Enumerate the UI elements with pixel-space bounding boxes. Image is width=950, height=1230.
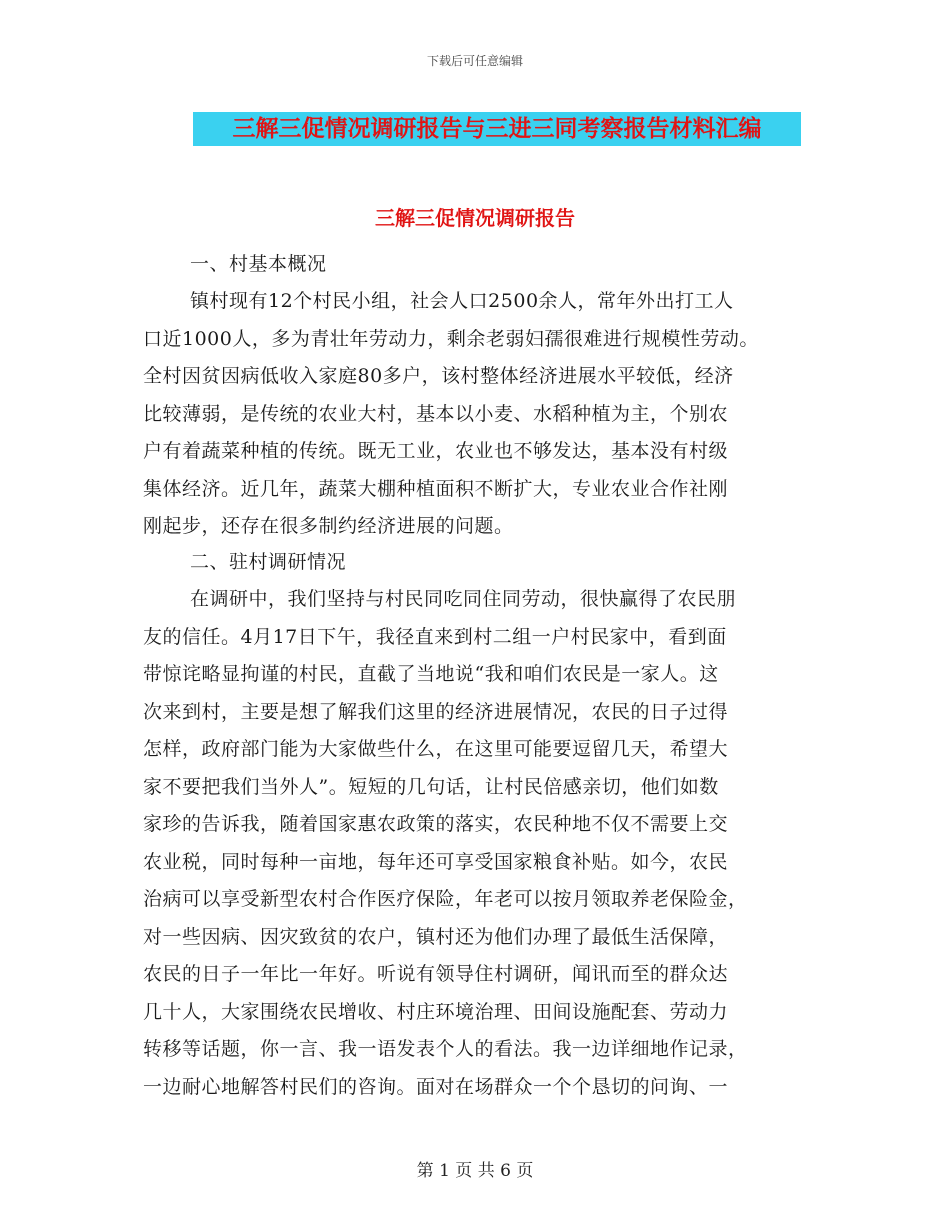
page-number-footer: 第 1 页 共 6 页 [416, 1161, 534, 1181]
paragraph-line: 友的信任。4月17日下午，我径直来到村二组一户村民家中，看到面 [143, 626, 727, 648]
header-note: 下载后可任意编辑 [426, 54, 523, 68]
paragraph-line: 一边耐心地解答村民们的咨询。面对在场群众一个个恳切的问询、一 [143, 1076, 729, 1098]
paragraph-line: 户有着蔬菜种植的传统。既无工业，农业也不够发达，基本没有村级 [143, 440, 729, 462]
paragraph-line: 集体经济。近几年，蔬菜大棚种植面积不断扩大，专业农业合作社刚 [143, 478, 729, 500]
paragraph-line: 对一些因病、因灾致贫的农户，镇村还为他们办理了最低生活保障， [143, 926, 729, 948]
paragraph-line: 比较薄弱，是传统的农业大村，基本以小麦、水稻种植为主，个别农 [143, 403, 729, 425]
paragraph-line: 农民的日子一年比一年好。听说有领导住村调研，闻讯而至的群众达 [143, 963, 729, 985]
paragraph-line: 刚起步，还存在很多制约经济进展的问题。 [143, 515, 514, 537]
paragraph-line: 镇村现有12个村民小组，社会人口2500余人，常年外出打工人 [190, 290, 734, 312]
paragraph-line: 几十人，大家围绕农民增收、村庄环境治理、田间设施配套、劳动力 [143, 1001, 729, 1023]
heading-village-overview: 一、村基本概况 [190, 253, 327, 275]
heading-research-situation: 二、驻村调研情况 [190, 551, 347, 573]
paragraph-line: 口近1000人，多为青壮年劳动力，剩余老弱妇孺很难进行规模性劳动。 [143, 328, 759, 350]
paragraph-line: 家不要把我们当外人”。短短的几句话，让村民倍感亲切，他们如数 [143, 776, 719, 798]
paragraph-line: 治病可以享受新型农村合作医疗保险，年老可以按月领取养老保险金， [143, 888, 748, 910]
document-main-title: 三解三促情况调研报告与三进三同考察报告材料汇编 [193, 112, 801, 146]
paragraph-line: 转移等话题，你一言、我一语发表个人的看法。我一边详细地作记录， [143, 1038, 748, 1060]
paragraph-line: 全村因贫因病低收入家庭80多户，该村整体经济进展水平较低，经济 [143, 365, 734, 387]
paragraph-line: 带惊诧略显拘谨的村民，直截了当地说“我和咱们农民是一家人。这 [143, 663, 719, 685]
paragraph-line: 怎样，政府部门能为大家做些什么，在这里可能要逗留几天，希望大 [143, 738, 729, 760]
section-title: 三解三促情况调研报告 [375, 206, 575, 230]
paragraph-line: 农业税，同时每种一亩地，每年还可享受国家粮食补贴。如今，农民 [143, 851, 729, 873]
paragraph-line: 在调研中，我们坚持与村民同吃同住同劳动，很快赢得了农民朋 [190, 588, 737, 610]
paragraph-line: 次来到村，主要是想了解我们这里的经济进展情况，农民的日子过得 [143, 701, 729, 723]
paragraph-line: 家珍的告诉我，随着国家惠农政策的落实，农民种地不仅不需要上交 [143, 813, 729, 835]
